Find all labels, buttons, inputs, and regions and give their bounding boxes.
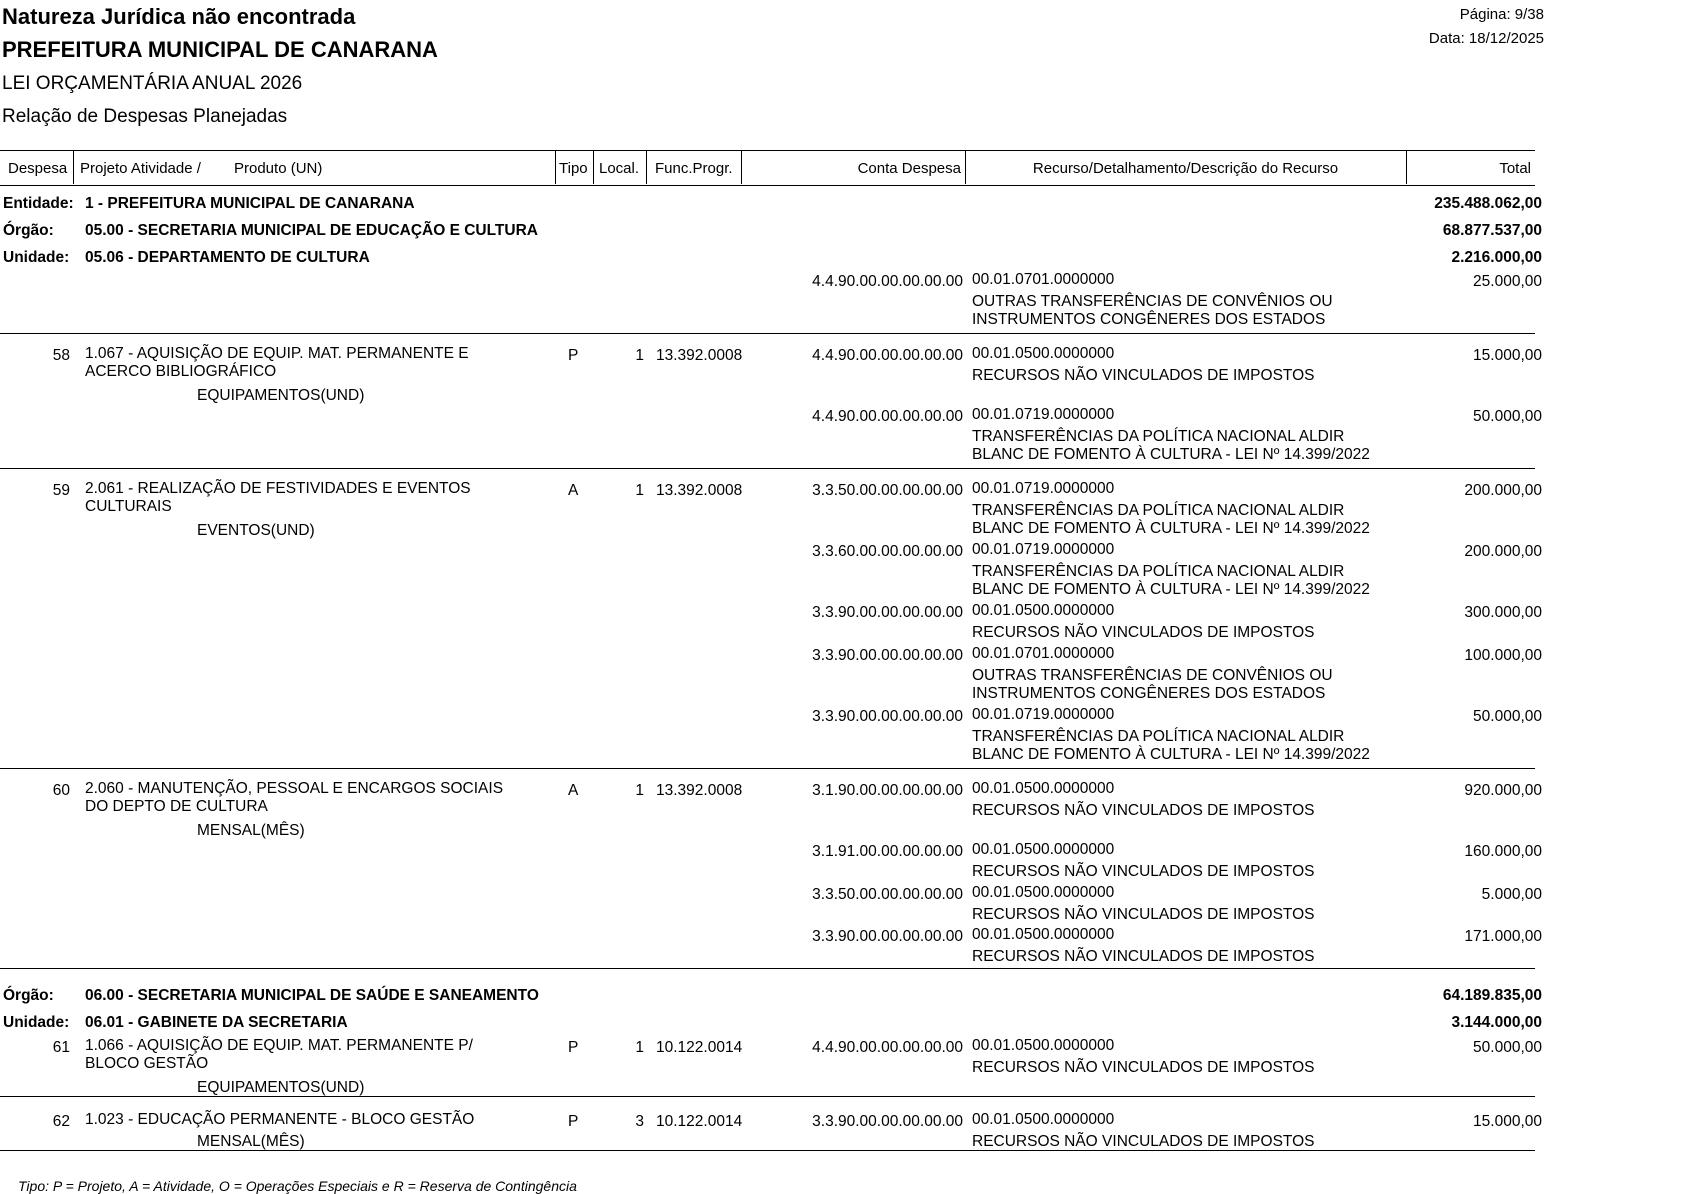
group-total-unidade: 2.216.000,00 <box>1451 249 1542 266</box>
line-total: 100.000,00 <box>1464 647 1542 664</box>
group-orgao: 06.00 - SECRETARIA MUNICIPAL DE SAÚDE E SANEAMENTO <box>85 987 539 1004</box>
conta-despesa: 3.3.90.00.00.00.00.00 <box>812 604 963 621</box>
projeto-atividade-cont: ACERCO BIBLIOGRÁFICO <box>85 363 277 380</box>
conta-despesa: 3.1.91.00.00.00.00.00 <box>812 843 963 860</box>
table-header-rule <box>0 185 1535 186</box>
localizador: 1 <box>635 347 644 364</box>
funcional-programatica: 13.392.0008 <box>656 347 743 364</box>
projeto-atividade: 2.061 - REALIZAÇÃO DE FESTIVIDADES E EVENTOS <box>85 480 471 497</box>
funcional-programatica: 10.122.0014 <box>656 1113 743 1130</box>
funcional-programatica: 13.392.0008 <box>656 482 743 499</box>
conta-despesa: 3.3.90.00.00.00.00.00 <box>812 708 963 725</box>
projeto-atividade-cont: BLOCO GESTÃO <box>85 1055 209 1072</box>
col-divider <box>555 150 556 184</box>
recurso-descricao-cont: BLANC DE FOMENTO À CULTURA - LEI Nº 14.399/2022 <box>972 446 1370 463</box>
group-label-orgao: Órgão: <box>3 987 54 1004</box>
localizador: 1 <box>635 782 644 799</box>
recurso-descricao-cont: BLANC DE FOMENTO À CULTURA - LEI Nº 14.399/2022 <box>972 520 1370 537</box>
conta-despesa: 3.3.50.00.00.00.00.00 <box>812 482 963 499</box>
produto-unidade: MENSAL(MÊS) <box>197 1133 305 1150</box>
row-separator <box>0 333 1535 334</box>
conta-despesa: 3.3.90.00.00.00.00.00 <box>812 1113 963 1130</box>
recurso-descricao: TRANSFERÊNCIAS DA POLÍTICA NACIONAL ALDIR <box>972 728 1345 745</box>
recurso-descricao: RECURSOS NÃO VINCULADOS DE IMPOSTOS <box>972 624 1315 641</box>
group-label-orgao: Órgão: <box>3 222 54 239</box>
recurso-code: 00.01.0701.0000000 <box>972 645 1115 662</box>
tipo-code: A <box>568 482 579 499</box>
tipo-code: P <box>568 347 579 364</box>
recurso-descricao: RECURSOS NÃO VINCULADOS DE IMPOSTOS <box>972 1133 1315 1150</box>
recurso-code: 00.01.0500.0000000 <box>972 345 1115 362</box>
tipo-code: A <box>568 782 579 799</box>
recurso-descricao-cont: INSTRUMENTOS CONGÊNERES DOS ESTADOS <box>972 685 1326 702</box>
recurso-code: 00.01.0719.0000000 <box>972 541 1115 558</box>
funcional-programatica: 10.122.0014 <box>656 1039 743 1056</box>
col-divider <box>593 150 594 184</box>
group-label-unidade: Unidade: <box>3 1014 70 1031</box>
recurso-descricao: TRANSFERÊNCIAS DA POLÍTICA NACIONAL ALDIR <box>972 502 1345 519</box>
conta-despesa: 3.1.90.00.00.00.00.00 <box>812 782 963 799</box>
recurso-descricao: RECURSOS NÃO VINCULADOS DE IMPOSTOS <box>972 1059 1315 1076</box>
recurso-code: 00.01.0500.0000000 <box>972 926 1115 943</box>
localizador: 1 <box>635 1039 644 1056</box>
col-header-conta: Conta Despesa <box>857 160 961 177</box>
line-total: 25.000,00 <box>1473 273 1542 290</box>
page-number: Página: 9/38 <box>1459 6 1544 23</box>
recurso-descricao: RECURSOS NÃO VINCULADOS DE IMPOSTOS <box>972 906 1315 923</box>
group-unidade: 06.01 - GABINETE DA SECRETARIA <box>85 1014 348 1031</box>
group-total-unidade: 3.144.000,00 <box>1451 1014 1542 1031</box>
projeto-atividade-cont: CULTURAIS <box>85 498 172 515</box>
recurso-descricao: TRANSFERÊNCIAS DA POLÍTICA NACIONAL ALDIR <box>972 563 1345 580</box>
recurso-code: 00.01.0719.0000000 <box>972 406 1115 423</box>
col-divider <box>73 150 74 184</box>
recurso-code: 00.01.0719.0000000 <box>972 706 1115 723</box>
group-entidade: 1 - PREFEITURA MUNICIPAL DE CANARANA <box>85 195 415 212</box>
row-separator <box>0 968 1535 969</box>
group-label-unidade: Unidade: <box>3 249 70 266</box>
produto-unidade: EQUIPAMENTOS(UND) <box>197 1079 365 1096</box>
recurso-code: 00.01.0500.0000000 <box>972 780 1115 797</box>
recurso-descricao: RECURSOS NÃO VINCULADOS DE IMPOSTOS <box>972 948 1315 965</box>
despesa-number: 59 <box>52 482 70 499</box>
recurso-code: 00.01.0701.0000000 <box>972 271 1115 288</box>
col-header-local: Local. <box>599 160 640 177</box>
line-total: 920.000,00 <box>1464 782 1542 799</box>
line-total: 50.000,00 <box>1473 408 1542 425</box>
produto-unidade: EVENTOS(UND) <box>197 522 315 539</box>
col-divider <box>1406 150 1407 184</box>
line-total: 160.000,00 <box>1464 843 1542 860</box>
report-entity-note: Natureza Jurídica não encontrada <box>2 4 356 29</box>
localizador: 3 <box>635 1113 644 1130</box>
line-total: 171.000,00 <box>1464 928 1542 945</box>
recurso-code: 00.01.0500.0000000 <box>972 1111 1115 1128</box>
conta-despesa: 3.3.90.00.00.00.00.00 <box>812 928 963 945</box>
report-municipality: PREFEITURA MUNICIPAL DE CANARANA <box>2 37 438 62</box>
despesa-number: 60 <box>52 782 70 799</box>
line-total: 50.000,00 <box>1473 1039 1542 1056</box>
report-subtitle: Relação de Despesas Planejadas <box>2 106 288 127</box>
conta-despesa: 4.4.90.00.00.00.00.00 <box>812 347 963 364</box>
group-total-orgao: 64.189.835,00 <box>1442 987 1542 1004</box>
conta-despesa: 3.3.60.00.00.00.00.00 <box>812 543 963 560</box>
recurso-descricao: RECURSOS NÃO VINCULADOS DE IMPOSTOS <box>972 802 1315 819</box>
col-header-projeto: Projeto Atividade / <box>80 160 201 177</box>
produto-unidade: MENSAL(MÊS) <box>197 822 305 839</box>
despesa-number: 61 <box>52 1039 70 1056</box>
tipo-code: P <box>568 1039 579 1056</box>
recurso-code: 00.01.0500.0000000 <box>972 1037 1115 1054</box>
line-total: 15.000,00 <box>1473 1113 1542 1130</box>
group-unidade: 05.06 - DEPARTAMENTO DE CULTURA <box>85 249 370 266</box>
col-header-func: Func.Progr. <box>655 160 733 177</box>
recurso-descricao-cont: INSTRUMENTOS CONGÊNERES DOS ESTADOS <box>972 311 1326 328</box>
report-law-title: LEI ORÇAMENTÁRIA ANUAL 2026 <box>2 73 303 94</box>
conta-despesa: 4.4.90.00.00.00.00.00 <box>812 273 963 290</box>
col-header-tipo: Tipo <box>559 160 588 177</box>
conta-despesa: 4.4.90.00.00.00.00.00 <box>812 1039 963 1056</box>
group-total-orgao: 68.877.537,00 <box>1442 222 1542 239</box>
recurso-code: 00.01.0719.0000000 <box>972 480 1115 497</box>
group-label-entidade: Entidade: <box>3 195 74 212</box>
recurso-descricao: RECURSOS NÃO VINCULADOS DE IMPOSTOS <box>972 863 1315 880</box>
report-date: Data: 18/12/2025 <box>1428 30 1544 47</box>
projeto-atividade: 2.060 - MANUTENÇÃO, PESSOAL E ENCARGOS SOCIAIS <box>85 780 504 797</box>
recurso-descricao-cont: BLANC DE FOMENTO À CULTURA - LEI Nº 14.399/2022 <box>972 746 1370 763</box>
line-total: 50.000,00 <box>1473 708 1542 725</box>
recurso-descricao-cont: BLANC DE FOMENTO À CULTURA - LEI Nº 14.399/2022 <box>972 581 1370 598</box>
conta-despesa: 3.3.50.00.00.00.00.00 <box>812 886 963 903</box>
line-total: 15.000,00 <box>1473 347 1542 364</box>
row-separator <box>0 768 1535 769</box>
recurso-descricao: TRANSFERÊNCIAS DA POLÍTICA NACIONAL ALDIR <box>972 428 1345 445</box>
recurso-descricao: OUTRAS TRANSFERÊNCIAS DE CONVÊNIOS OU <box>972 293 1333 310</box>
recurso-code: 00.01.0500.0000000 <box>972 884 1115 901</box>
group-orgao: 05.00 - SECRETARIA MUNICIPAL DE EDUCAÇÃO E CULTURA <box>85 222 538 239</box>
col-divider <box>965 150 966 184</box>
projeto-atividade-cont: DO DEPTO DE CULTURA <box>85 798 268 815</box>
tipo-code: P <box>568 1113 579 1130</box>
table-top-rule <box>0 150 1535 151</box>
recurso-code: 00.01.0500.0000000 <box>972 841 1115 858</box>
conta-despesa: 4.4.90.00.00.00.00.00 <box>812 408 963 425</box>
recurso-code: 00.01.0500.0000000 <box>972 602 1115 619</box>
recurso-descricao: RECURSOS NÃO VINCULADOS DE IMPOSTOS <box>972 367 1315 384</box>
line-total: 300.000,00 <box>1464 604 1542 621</box>
funcional-programatica: 13.392.0008 <box>656 782 743 799</box>
projeto-atividade: 1.066 - AQUISIÇÃO DE EQUIP. MAT. PERMANENTE P/ <box>85 1037 473 1054</box>
produto-unidade: EQUIPAMENTOS(UND) <box>197 387 365 404</box>
line-total: 5.000,00 <box>1481 886 1542 903</box>
col-header-despesa: Despesa <box>8 160 68 177</box>
despesa-number: 62 <box>52 1113 70 1130</box>
col-header-recurso: Recurso/Detalhamento/Descrição do Recurso <box>1032 160 1339 177</box>
col-header-total: Total <box>1499 160 1531 177</box>
tipo-legend: Tipo: P = Projeto, A = Atividade, O = Operações Especiais e R = Reserva de Contingência <box>18 1178 577 1194</box>
row-separator <box>0 468 1535 469</box>
col-header-produto: Produto (UN) <box>234 160 323 177</box>
group-total-entidade: 235.488.062,00 <box>1434 195 1542 212</box>
col-divider <box>741 150 742 184</box>
localizador: 1 <box>635 482 644 499</box>
projeto-atividade: 1.067 - AQUISIÇÃO DE EQUIP. MAT. PERMANENTE E <box>85 345 469 362</box>
recurso-descricao: OUTRAS TRANSFERÊNCIAS DE CONVÊNIOS OU <box>972 667 1333 684</box>
line-total: 200.000,00 <box>1464 482 1542 499</box>
projeto-atividade: 1.023 - EDUCAÇÃO PERMANENTE - BLOCO GESTÃO <box>85 1111 475 1128</box>
despesa-number: 58 <box>52 347 70 364</box>
line-total: 200.000,00 <box>1464 543 1542 560</box>
col-divider <box>646 150 647 184</box>
conta-despesa: 3.3.90.00.00.00.00.00 <box>812 647 963 664</box>
